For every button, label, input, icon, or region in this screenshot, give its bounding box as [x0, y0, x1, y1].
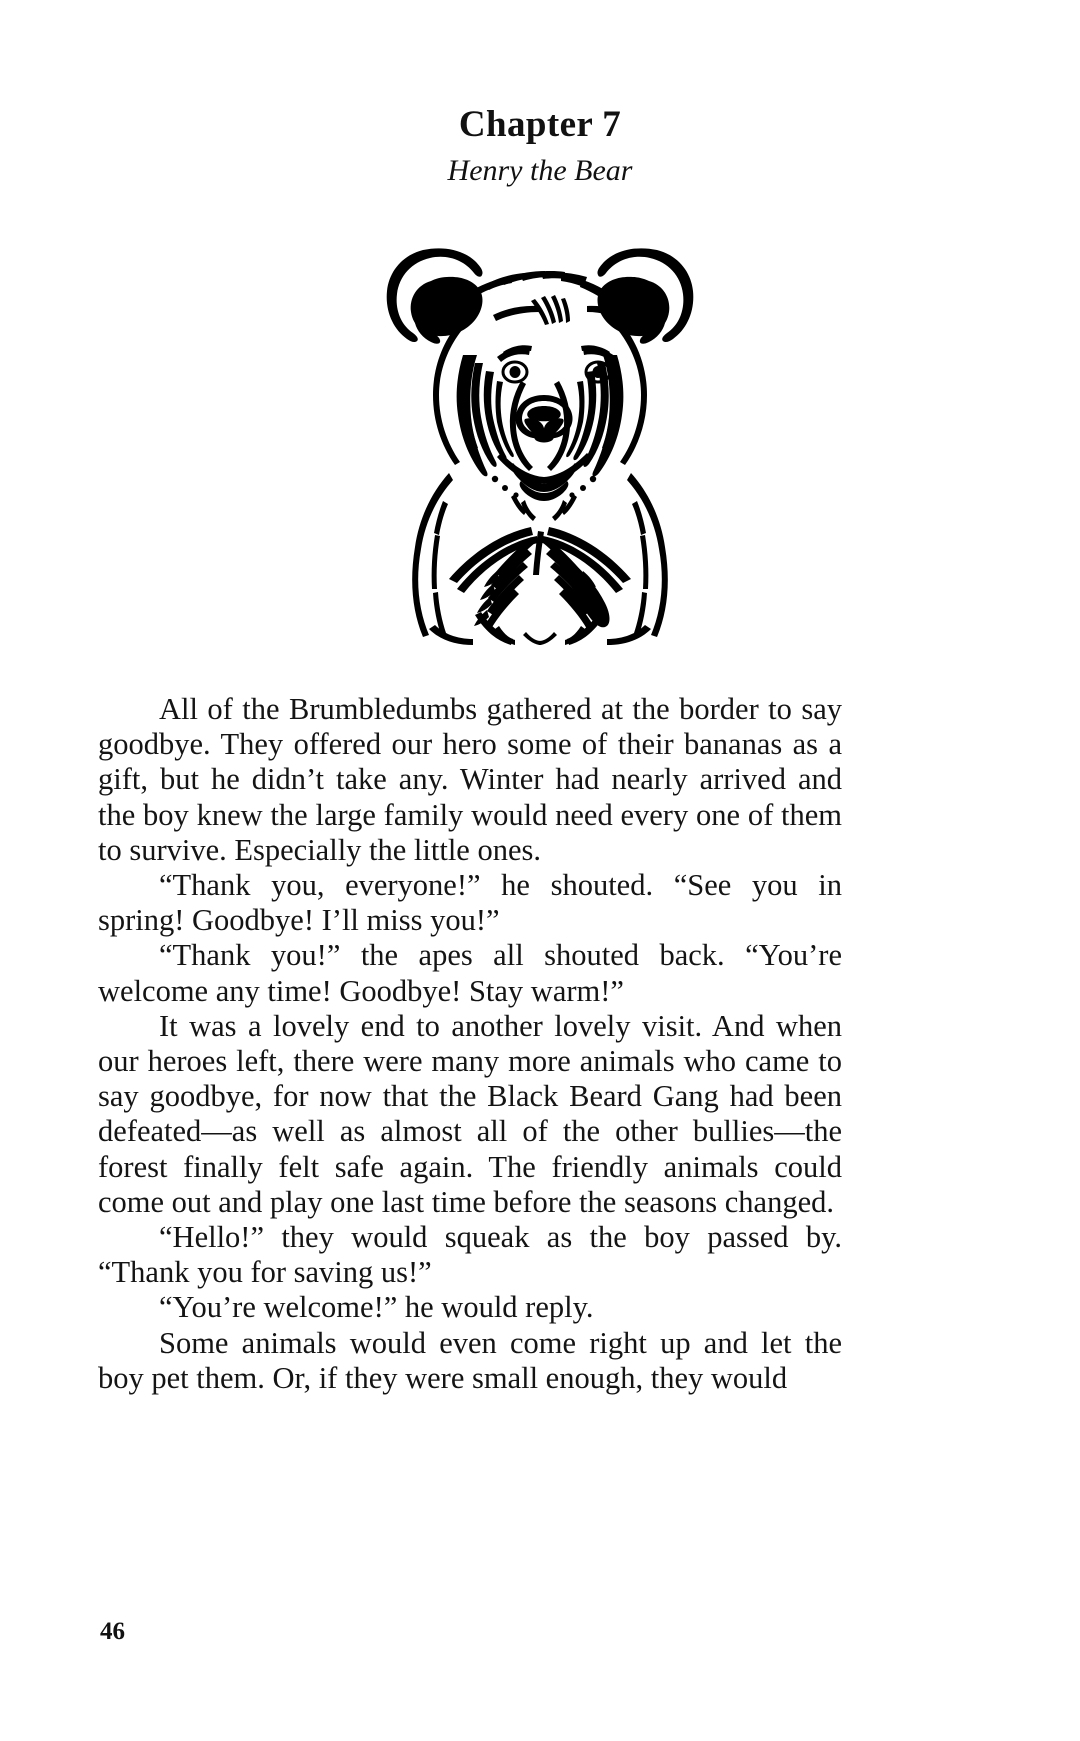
chapter-subtitle: Henry the Bear	[447, 153, 633, 187]
chapter-title: Chapter 7	[458, 104, 622, 145]
paragraph: “Hello!” they would squeak as the boy passed by. “Thank you for saving us!”	[98, 1220, 842, 1290]
paragraph: “You’re welcome!” he would reply.	[159, 1290, 594, 1325]
paragraph: “Thank you, everyone!” he shouted. “See you in spring! Goodbye! I’ll miss you!”	[98, 868, 842, 938]
chapter-heading	[0, 104, 1080, 189]
paragraph: Some animals would even come right up and let the boy pet them. Or, if they were small enough, they would	[98, 1325, 842, 1395]
paragraph: It was a lovely end to another lovely visit. And when our heroes left, there were many more animals who came to say goodbye, for now that the Black Beard Gang had been defeated—as well as almost all of the other bullies—the forest finally felt safe again. The friendly animals could come out and play one last time before the seasons changed.	[98, 1008, 842, 1219]
body-text	[98, 692, 842, 1396]
page-number: 46	[100, 1618, 125, 1645]
bear-illustration	[345, 205, 735, 645]
paragraph: “Thank you!” the apes all shouted back. “You’re welcome any time! Goodbye! Stay warm!”	[98, 938, 842, 1008]
paragraph: All of the Brumbledumbs gathered at the border to say goodbye. They offered our hero some of their bananas as a gift, but he didn’t take any. Winter had nearly arrived and the boy knew the large family would need every one of them to survive. Especially the little ones.	[98, 692, 842, 867]
